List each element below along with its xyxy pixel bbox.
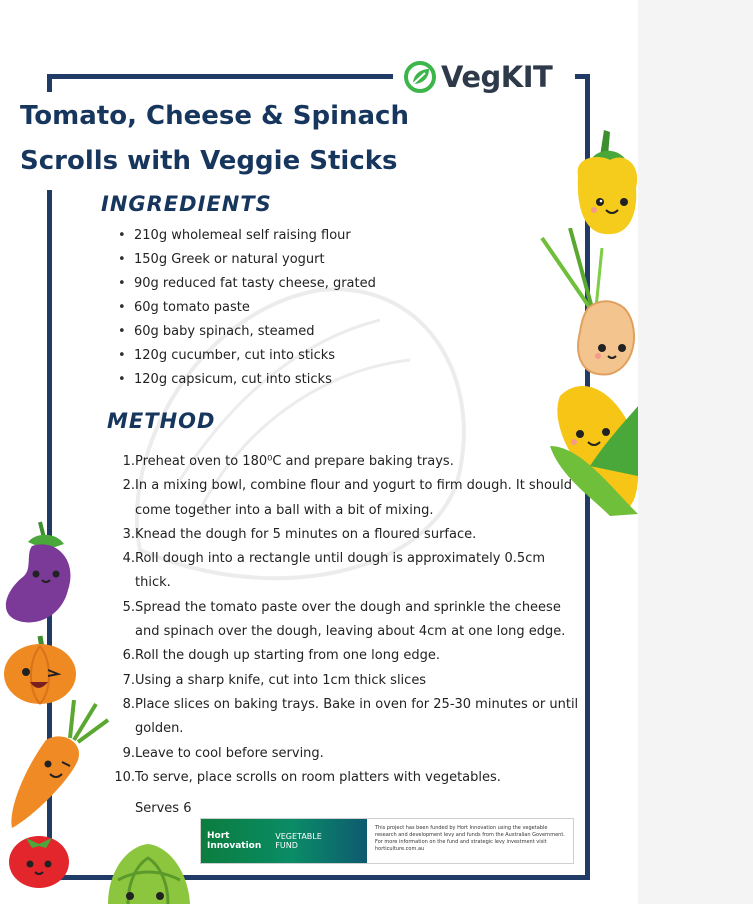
method-heading: METHOD (107, 409, 216, 433)
step-number: 2. (122, 478, 135, 494)
page-title (20, 92, 410, 190)
org-line-2: Innovation (207, 841, 262, 851)
fund-line-1: VEGETABLE (275, 832, 322, 841)
pumpkin-icon (2, 632, 78, 706)
step-number: 10. (114, 769, 135, 785)
corn-icon (550, 376, 638, 516)
eggplant-icon (2, 520, 76, 628)
title-line-2: Scrolls with Veggie Sticks (20, 146, 398, 176)
method-step (112, 450, 582, 474)
fund-line-2: FUND (275, 841, 298, 850)
list-item: • 120g cucumber, cut into sticks (118, 344, 376, 368)
list-item: • 60g baby spinach, steamed (118, 320, 376, 344)
method-step (112, 547, 582, 596)
step-text: In a mixing bowl, combine flour and yogurt to firm dough. It should come together into a ball with a bit of mixing. (135, 478, 572, 518)
brand-name: VegKIT (441, 60, 553, 94)
step-text: Using a sharp knife, cut into 1cm thick slices (135, 672, 427, 688)
method-step (112, 766, 582, 790)
funding-banner (200, 818, 574, 864)
method-list (112, 450, 582, 790)
step-number: 4. (122, 551, 135, 567)
method-step (112, 742, 582, 766)
step-number: 5. (122, 599, 135, 615)
org-line-1: Hort (207, 831, 230, 841)
method-step (112, 474, 582, 523)
step-text: Roll the dough up starting from one long edge. (135, 648, 440, 664)
onion-icon (540, 228, 638, 378)
list-item: • 60g tomato paste (118, 296, 376, 320)
method-step (112, 644, 582, 668)
step-number: 8. (122, 696, 135, 712)
method-step (112, 596, 582, 645)
step-text: Knead the dough for 5 minutes on a floured surface. (135, 526, 477, 542)
capsicum-icon (570, 126, 638, 238)
list-item: • 120g capsicum, cut into sticks (118, 368, 376, 392)
method-step (112, 693, 582, 742)
step-text: To serve, place scrolls on room platters with vegetables. (135, 769, 501, 785)
step-number: 3. (122, 526, 135, 542)
method-step (112, 523, 582, 547)
list-item: • 90g reduced fat tasty cheese, grated (118, 272, 376, 296)
vegkit-leaf-icon (403, 60, 437, 94)
title-line-1: Tomato, Cheese & Spinach (20, 101, 409, 131)
vegkit-logo (403, 60, 552, 94)
step-number: 1. (122, 454, 135, 469)
step-text: Leave to cool before serving. (135, 745, 324, 761)
step-text: Place slices on baking trays. Bake in oven for 25-30 minutes or until golden. (135, 696, 579, 737)
step-number: 7. (122, 672, 135, 688)
step-number: 6. (122, 648, 135, 664)
artichoke-icon (98, 840, 198, 904)
step-number: 9. (122, 745, 135, 761)
serves-text: Serves 6 (135, 801, 192, 816)
carrot-icon (4, 700, 110, 830)
ingredients-list (118, 224, 376, 392)
tomato-icon (6, 826, 72, 890)
hort-innovation-logo (201, 819, 367, 863)
list-item: • 210g wholemeal self raising flour (118, 224, 376, 248)
ingredients-heading: INGREDIENTS (101, 192, 272, 216)
method-step (112, 669, 582, 693)
step-text: Roll dough into a rectangle until dough is approximately 0.5cm thick. (135, 551, 546, 591)
step-text: Spread the tomato paste over the dough and sprinkle the cheese and spinach over the dough, leaving about 4cm at one long edge. (135, 599, 566, 640)
funding-notice: This project has been funded by Hort Innovation using the vegetable research and development levy and funds from the Australian Government. For more information on the fund and strategic levy investment visit horticulture.com.au (375, 825, 565, 852)
list-item: • 150g Greek or natural yogurt (118, 248, 376, 272)
step-text: Preheat oven to 180⁰C and prepare baking trays. (135, 454, 454, 469)
